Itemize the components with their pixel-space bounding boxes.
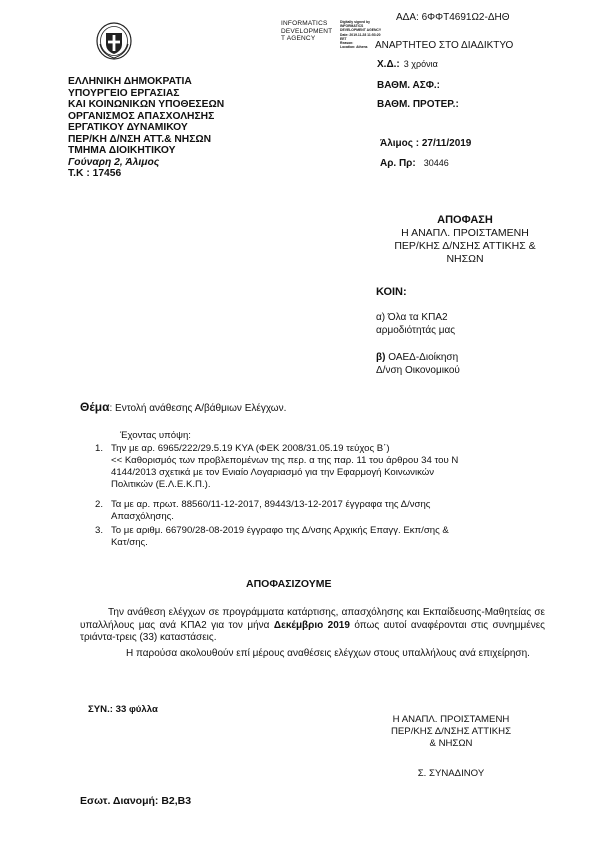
koin-recipient-a: α) Όλα τα ΚΠΑ2 αρμοδιότητάς μας (376, 312, 456, 336)
decision-paragraph-1: Την ανάθεση ελέγχων σε προγράμματα κατάρτισης, απασχόλησης και Εκπαίδευσης-Μαθητείας σε υπαλλήλους μας ανά ΚΠΑ2 για τον μήνα Δεκέμβριο 2019 όπως αυτοί αναφέρονται στις συνημμένες τριάντα-τρεις (33) καταστάσεις. (80, 607, 546, 643)
internal-distribution: Εσωτ. Διανομή: Β2,Β3 (80, 795, 192, 807)
retention-field: Χ.Δ.: 3 χρόνια (377, 59, 438, 70)
consideration-item-3: 3. Το με αριθμ. 66790/28-08-2019 έγγραφο της Δ/νσης Αρχικής Επαγγ. Εκπ/σης & Κατ/σης. (95, 525, 449, 548)
considerations-intro: Έχοντας υπόψη: (120, 430, 191, 441)
decision-heading: ΑΠΟΦΑΣΗ Η ΑΝΑΠΛ. ΠΡΟΙΣΤΑΜΕΝΗ ΠΕΡ/ΚΗΣ Δ/ΝΣΗΣ ΑΤΤΙΚΗΣ & ΝΗΣΩΝ (394, 214, 536, 265)
subject-line: Θέμα: Εντολή ανάθεσης Α/βάθμιων Ελέγχων. (80, 400, 287, 414)
protocol-number: Αρ. Πρ: 30446 (380, 158, 449, 169)
security-level-field: ΒΑΘΜ. ΑΣΦ.: (377, 80, 441, 91)
attachments-count: ΣΥΝ.: 33 φύλλα (88, 704, 158, 715)
greek-emblem-icon (96, 22, 132, 60)
decision-paragraph-2: Η παρούσα ακολουθούν επί μέρους αναθέσεις ελέγχων στους υπαλλήλους ανά επιχείρηση. (126, 648, 530, 659)
issuer-block: ΕΛΛΗΝΙΚΗ ΔΗΜΟΚΡΑΤΙΑ ΥΠΟΥΡΓΕΙΟ ΕΡΓΑΣΙΑΣ ΚΑΙ ΚΟΙΝΩΝΙΚΩΝ ΥΠΟΘΕΣΕΩΝ ΟΡΓΑΝΙΣΜΟΣ ΑΠΑΣΧΟΛΗΣΗΣ ΕΡΓΑΤΙΚΟΥ ΔΥΝΑΜΙΚΟΥ ΠΕΡ/ΚΗ Δ/ΝΣΗ ΑΤΤ.& ΝΗΣΩΝ ΤΜΗΜΑ ΔΙΟΙΚΗΤΙΚΟΥ Γούναρη 2, Άλιμος Τ.Κ : 17456 (68, 76, 225, 179)
consideration-item-2: 2. Τα με αρ. πρωτ. 88560/11-12-2017, 89443/13-12-2017 έγγραφα της Δ/νσης Απασχόλησης. (95, 499, 431, 522)
consideration-item-1: 1. Την με αρ. 6965/222/29.5.19 ΚΥΑ (ΦΕΚ 2008/31.05.19 τεύχος Β΄) << Καθορισμός των προβλεπομένων της περ. α της παρ. 11 του άρθρου 34 του Ν 4144/2013 σχετικά με τον Ενιαίο Λογαριασμό για την Εφαρμογή Κοινωνικών Πολιτικών (Ε.Λ.Ε.Κ.Π.). (95, 443, 459, 490)
koin-label: ΚΟΙΝ: (376, 286, 407, 298)
digital-signature-details: Digitally signed by INFORMATICS DEVELOPMENT AGENCY Date: 2019.11.28 11:53:20 EET Reason: Location: Athens (340, 20, 382, 50)
ada-code: ΑΔΑ: 6ΦΦΤ4691Ω2-ΔΗΘ (396, 12, 510, 23)
decide-heading: ΑΠΟΦΑΣΙΖΟΥΜΕ (246, 578, 332, 590)
signing-agency-label: INFORMATICS DEVELOPMENT T AGENCY (281, 20, 333, 42)
koin-recipient-b: β) ΟΑΕΔ-Διοίκηση Δ/νση Οικονομικού (376, 352, 460, 376)
priority-level-field: ΒΑΘΜ. ΠΡΟΤΕΡ.: (377, 99, 459, 110)
document-date: Άλιμος : 27/11/2019 (380, 138, 472, 149)
internet-posting-note: ΑΝΑΡΤΗΤΕΟ ΣΤΟ ΔΙΑΔΙΚΤΥΟ (375, 40, 514, 51)
signature-block: Η ΑΝΑΠΛ. ΠΡΟΙΣΤΑΜΕΝΗ ΠΕΡ/ΚΗΣ Δ/ΝΣΗΣ ΑΤΤΙΚΗΣ & ΝΗΣΩΝ Σ. ΣΥΝΑΔΙΝΟΥ (390, 714, 512, 779)
